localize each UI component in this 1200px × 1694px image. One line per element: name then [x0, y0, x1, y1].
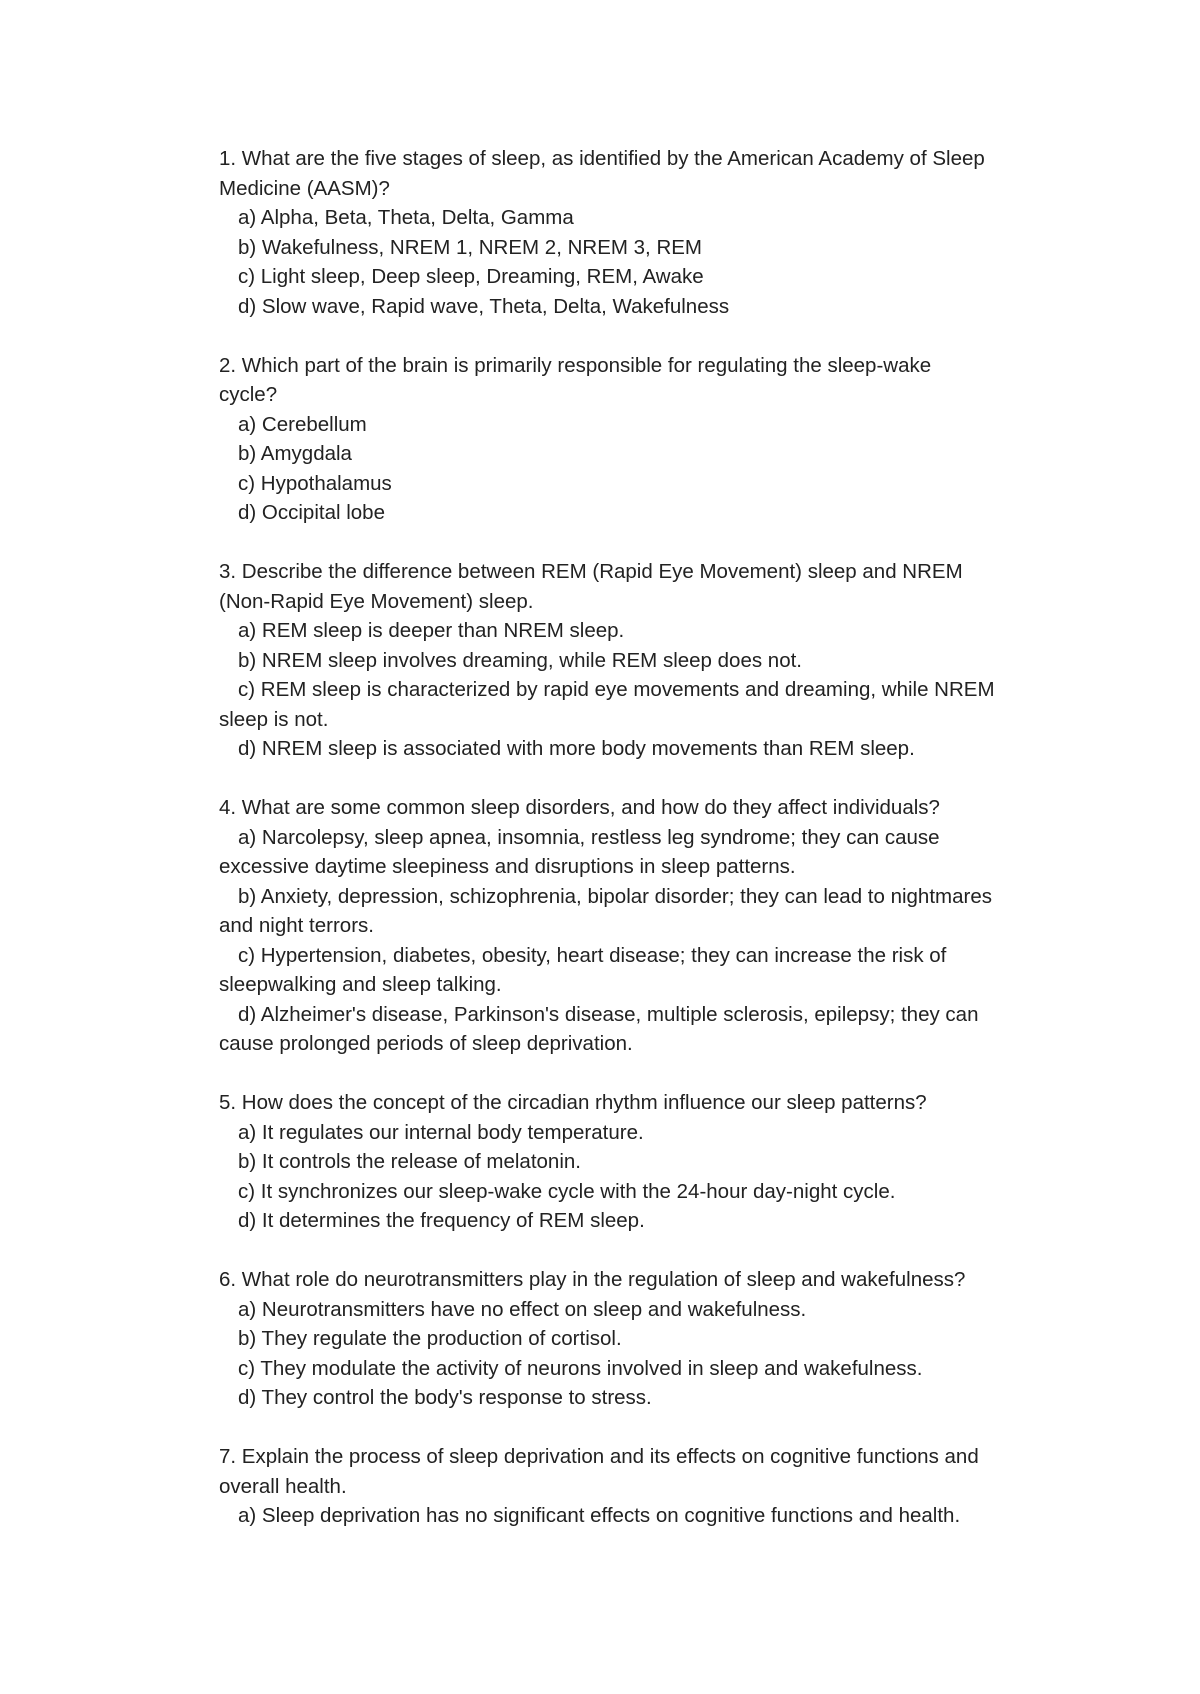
answer-option-line: c) They modulate the activity of neurons involved in sleep and wakefulness.	[238, 1356, 923, 1380]
answer-option	[219, 439, 1099, 469]
answer-option	[219, 1147, 1099, 1177]
answer-option	[219, 1295, 1099, 1325]
answer-option-line: d) Alzheimer's disease, Parkinson's disease, multiple sclerosis, epilepsy; they can	[238, 1002, 979, 1026]
answer-option-line: b) Wakefulness, NREM 1, NREM 2, NREM 3, REM	[238, 235, 703, 259]
question-text-line: (Non-Rapid Eye Movement) sleep.	[219, 589, 534, 613]
answer-option	[219, 734, 1099, 764]
answer-option-line: a) Sleep deprivation has no significant effects on cognitive functions and health.	[238, 1504, 961, 1527]
answer-option-line: cause prolonged periods of sleep deprivation.	[219, 1032, 633, 1055]
answer-option-line: c) REM sleep is characterized by rapid eye movements and dreaming, while NREM	[238, 678, 995, 701]
answer-option	[219, 469, 1099, 499]
question-text-line: 7. Explain the process of sleep deprivation and its effects on cognitive functions and	[219, 1445, 979, 1468]
answer-option	[219, 410, 1099, 440]
question-7	[219, 1442, 1099, 1531]
question-6	[219, 1265, 1099, 1413]
answer-option-line: b) It controls the release of melatonin.	[238, 1150, 581, 1173]
answer-option-line: b) Amygdala	[238, 442, 352, 465]
answer-option	[219, 1206, 1099, 1236]
answer-option-line: a) Cerebellum	[238, 412, 367, 436]
answer-option-line: c) It synchronizes our sleep-wake cycle with the 24-hour day-night cycle.	[238, 1179, 896, 1203]
question-5	[219, 1088, 1099, 1236]
answer-option-line: d) They control the body's response to stress.	[238, 1386, 652, 1409]
question-1	[219, 144, 1099, 321]
answer-option	[219, 1324, 1099, 1354]
answer-option	[219, 882, 1099, 941]
question-text-line: 4. What are some common sleep disorders, and how do they affect individuals?	[219, 796, 940, 819]
question-3	[219, 557, 1099, 764]
question-text-line: 1. What are the five stages of sleep, as identified by the American Academy of Sleep	[219, 147, 985, 170]
answer-option	[219, 1383, 1099, 1413]
question-text-line: 5. How does the concept of the circadian rhythm influence our sleep patterns?	[219, 1091, 927, 1114]
answer-option-line: sleep is not.	[219, 707, 329, 731]
answer-option	[219, 1118, 1099, 1148]
answer-option	[219, 646, 1099, 676]
answer-option	[219, 675, 1099, 734]
answer-option-line: b) NREM sleep involves dreaming, while REM sleep does not.	[238, 648, 803, 672]
answer-option	[219, 1000, 1099, 1059]
answer-option-line: b) Anxiety, depression, schizophrenia, bipolar disorder; they can lead to nightmares	[238, 884, 992, 908]
answer-option	[219, 1354, 1099, 1384]
answer-option	[219, 262, 1099, 292]
question-2	[219, 351, 1099, 528]
answer-option-line: a) Alpha, Beta, Theta, Delta, Gamma	[238, 206, 574, 229]
answer-option	[219, 292, 1099, 322]
answer-option	[219, 941, 1099, 1000]
answer-option-line: a) Narcolepsy, sleep apnea, insomnia, restless leg syndrome; they can cause	[238, 825, 940, 849]
answer-option-line: and night terrors.	[219, 914, 374, 937]
answer-option-line: a) REM sleep is deeper than NREM sleep.	[238, 619, 625, 642]
question-text-line: overall health.	[219, 1474, 347, 1498]
question-text-line: 6. What role do neurotransmitters play in the regulation of sleep and wakefulness?	[219, 1268, 966, 1291]
question-text-line: Medicine (AASM)?	[219, 176, 390, 200]
answer-option	[219, 823, 1099, 882]
question-text-line: 3. Describe the difference between REM (Rapid Eye Movement) sleep and NREM	[219, 560, 963, 583]
answer-option-line: d) Occipital lobe	[238, 501, 385, 524]
question-4	[219, 793, 1099, 1059]
answer-option-line: d) NREM sleep is associated with more body movements than REM sleep.	[238, 737, 915, 760]
answer-option-line: excessive daytime sleepiness and disruptions in sleep patterns.	[219, 855, 796, 878]
answer-option	[219, 233, 1099, 263]
answer-option	[219, 203, 1099, 233]
document-page	[219, 144, 1099, 1560]
answer-option-line: c) Hypothalamus	[238, 471, 392, 495]
answer-option-line: a) It regulates our internal body temperature.	[238, 1120, 644, 1144]
answer-option-line: d) It determines the frequency of REM sleep.	[238, 1209, 645, 1232]
answer-option-line: b) They regulate the production of cortisol.	[238, 1327, 622, 1350]
answer-option-line: sleepwalking and sleep talking.	[219, 973, 502, 996]
answer-option	[219, 1177, 1099, 1207]
question-text-line: cycle?	[219, 383, 278, 406]
question-text-line: 2. Which part of the brain is primarily responsible for regulating the sleep-wake	[219, 353, 932, 377]
answer-option-line: c) Light sleep, Deep sleep, Dreaming, REM, Awake	[238, 265, 704, 288]
answer-option	[219, 498, 1099, 528]
answer-option	[219, 1501, 1099, 1531]
answer-option-line: d) Slow wave, Rapid wave, Theta, Delta, Wakefulness	[238, 294, 730, 318]
answer-option-line: a) Neurotransmitters have no effect on sleep and wakefulness.	[238, 1297, 807, 1321]
answer-option-line: c) Hypertension, diabetes, obesity, heart disease; they can increase the risk of	[238, 943, 947, 967]
answer-option	[219, 616, 1099, 646]
